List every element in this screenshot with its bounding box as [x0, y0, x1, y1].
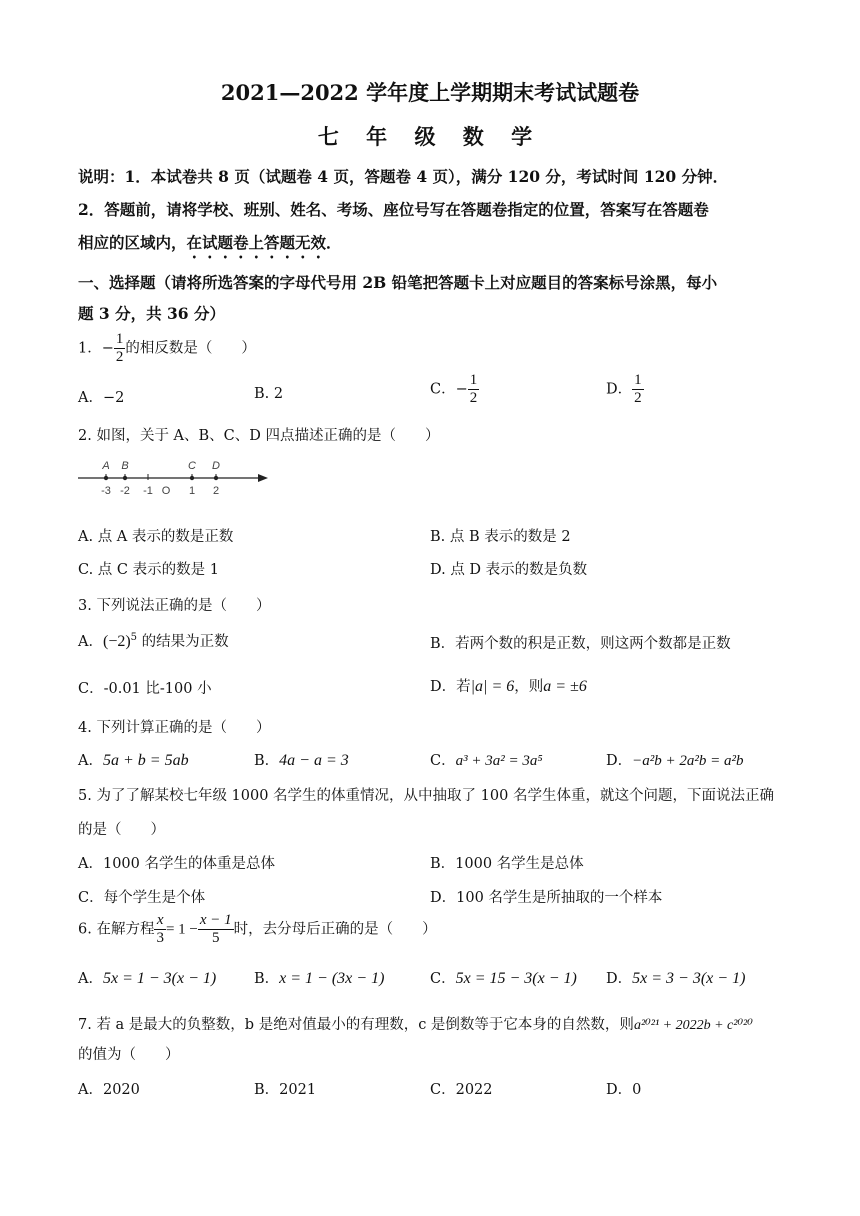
number-line-tick-label: -2	[120, 485, 130, 497]
q7-option-a: A．2020	[78, 1082, 140, 1098]
question-7-line-2: 的值为（ ）	[78, 1047, 180, 1063]
q4-option-b	[254, 749, 349, 770]
notes-line-3-end: ．	[326, 233, 342, 252]
q7-option-c: C．2022	[430, 1082, 493, 1098]
number-line-point	[190, 476, 194, 480]
page-subtitle: 七 年 级 数 学	[317, 124, 543, 149]
q3-d-label: D．若	[430, 679, 471, 695]
q1-option-c	[430, 372, 479, 407]
q1-d-num: 1	[634, 372, 642, 388]
question-2: 2. 如图，关于 A、B、C、D 四点描述正确的是（ ）	[78, 428, 440, 444]
q6-post: 时，去分母后正确的是（ ）	[233, 921, 437, 938]
q3-d-expr2: a = ±6	[543, 678, 587, 695]
q4-c-expr: a³ + 3a² = 3a⁵	[455, 753, 543, 769]
q6-option-c	[430, 967, 577, 988]
section-heading-line-2: 题 3 分，共 36 分）	[78, 304, 225, 323]
q3-a-expr: (−2)	[102, 633, 131, 650]
q4-d-expr: −a²b + 2a²b = a²b	[632, 753, 744, 769]
q4-d-label: D．	[606, 753, 633, 769]
question-1	[78, 331, 256, 366]
q1-minus: −	[101, 340, 114, 357]
q6-b-expr: x = 1 − (3x − 1)	[279, 970, 385, 987]
number-line-point-label: D	[212, 460, 220, 472]
q1-text: 的相反数是（ ）	[125, 340, 256, 357]
q4-option-c	[430, 749, 543, 770]
q6-fraction-1	[154, 912, 166, 947]
number-line-arrow	[258, 474, 268, 482]
q3-a-sup: 5	[130, 632, 138, 644]
q1-number: 1．	[78, 340, 102, 357]
q6-f2-num: x − 1	[199, 912, 232, 928]
q2-option-c: C. 点 C 表示的数是 1	[78, 562, 219, 578]
q6-pre: 6. 在解方程	[78, 921, 155, 938]
q4-a-label: A．	[78, 753, 103, 769]
q1-frac-den: 2	[115, 349, 124, 365]
q1-d-fraction	[632, 372, 644, 407]
q6-fraction-2	[198, 912, 234, 947]
q1-d-label: D．	[606, 381, 633, 398]
number-line-point	[214, 476, 218, 480]
notes-emphasis: 在试题卷上答题无效	[186, 233, 327, 252]
q6-option-b	[254, 967, 384, 988]
question-4: 4. 下列计算正确的是（ ）	[78, 720, 271, 736]
number-line-point	[104, 476, 108, 480]
number-line-figure	[76, 458, 270, 498]
q4-b-expr: 4a − a = 3	[279, 752, 349, 769]
number-line-point-label: B	[121, 460, 129, 472]
q2-option-b: B. 点 B 表示的数是 2	[430, 529, 571, 545]
q1-c-den: 2	[469, 390, 478, 406]
number-line-point	[123, 476, 127, 480]
q3-a-text: 的结果为正数	[137, 634, 229, 650]
q3-option-a	[78, 630, 229, 651]
question-7-line-1	[78, 1013, 753, 1034]
notes-line-3	[78, 231, 342, 262]
q1-d-den: 2	[634, 390, 642, 406]
notes-line-1: 说明：1．本试卷共 8 页（试题卷 4 页，答题卷 4 页），满分 120 分，考试时间 120 分钟．	[78, 167, 729, 186]
q6-c-label: C．	[430, 971, 456, 987]
q1-frac-num: 1	[115, 331, 124, 347]
page-title: 2021—2022 学年度上学期期末考试试题卷	[220, 80, 640, 105]
question-3: 3. 下列说法正确的是（ ）	[78, 598, 271, 614]
q5-option-c: C．每个学生是个体	[78, 890, 206, 906]
q6-option-d	[606, 967, 745, 988]
q1-c-fraction	[468, 372, 480, 407]
section-heading-line-1: 一、选择题（请将所选答案的字母代号用 2B 铅笔把答题卡上对应题目的答案标号涂黑，每小	[78, 273, 718, 292]
q1-c-num: 1	[469, 372, 478, 388]
q6-b-label: B．	[254, 971, 280, 987]
q3-option-b: B．若两个数的积是正数，则这两个数都是正数	[430, 636, 731, 652]
q6-f2-den: 5	[212, 930, 220, 946]
notes-line-3-text: 相应的区域内，	[78, 233, 187, 252]
q6-f1-den: 3	[156, 930, 164, 946]
question-5-line-1: 5. 为了了解某校七年级 1000 名学生的体重情况，从中抽取了 100 名学生体重，就这个问题，下面说法正确	[78, 788, 774, 804]
number-line-point-label: C	[188, 460, 196, 472]
question-6	[78, 912, 437, 947]
q6-d-label: D．	[606, 971, 633, 987]
q7-option-d: D．0	[606, 1082, 642, 1098]
q6-a-expr: 5x = 1 − 3(x − 1)	[102, 970, 217, 987]
q7-expr: a²⁰²¹ + 2022b + c²⁰²⁰	[633, 1018, 753, 1033]
q3-d-expr1: |a| = 6	[470, 678, 515, 695]
q1-c-label: C．	[430, 381, 456, 398]
number-line-tick-label: 2	[212, 485, 220, 497]
q3-option-c: C．-0.01 比-100 小	[78, 681, 212, 697]
notes-line-2: 2．答题前，请将学校、班别、姓名、考场、座位号写在答题卷指定的位置，答案写在答题卷	[78, 200, 709, 219]
q1-option-d	[606, 372, 644, 407]
q7-option-b: B．2021	[254, 1082, 317, 1098]
q4-option-d	[606, 749, 744, 770]
q6-option-a	[78, 967, 216, 988]
number-line-tick-label: -1	[143, 485, 153, 497]
q6-f1-num: x	[154, 912, 166, 930]
q6-mid: = 1 −	[165, 921, 198, 938]
q4-a-expr: 5a + b = 5ab	[102, 752, 189, 769]
number-line-tick-label: -3	[101, 485, 111, 497]
q2-option-a: A. 点 A 表示的数是正数	[78, 529, 234, 545]
number-line-point-label: A	[102, 460, 110, 472]
q3-option-d	[430, 675, 587, 696]
question-5-line-2: 的是（ ）	[78, 822, 165, 838]
number-line-tick-label: O	[161, 485, 171, 497]
q4-c-label: C．	[430, 753, 456, 769]
q3-d-mid: ，则	[514, 679, 544, 695]
q1-option-b: B. 2	[254, 386, 284, 402]
q6-a-label: A．	[78, 971, 103, 987]
q2-option-d: D. 点 D 表示的数是负数	[430, 562, 588, 578]
q3-a-label: A．	[78, 634, 103, 650]
q4-b-label: B．	[254, 753, 280, 769]
q1-c-minus: −	[455, 381, 468, 398]
q5-option-d: D．100 名学生是所抽取的一个样本	[430, 890, 663, 906]
q6-d-expr: 5x = 3 − 3(x − 1)	[632, 970, 746, 987]
q5-option-a: A．1000 名学生的体重是总体	[78, 856, 275, 872]
q6-c-expr: 5x = 15 − 3(x − 1)	[455, 970, 577, 987]
q1-fraction	[114, 331, 126, 366]
number-line-tick-label: 1	[188, 485, 196, 497]
q4-option-a	[78, 749, 189, 770]
q1-option-a: A．−2	[78, 390, 125, 406]
q7-text: 7. 若 a 是最大的负整数，b 是绝对值最小的有理数，c 是倒数等于它本身的自然数，则	[78, 1017, 634, 1033]
q5-option-b: B．1000 名学生是总体	[430, 856, 584, 872]
